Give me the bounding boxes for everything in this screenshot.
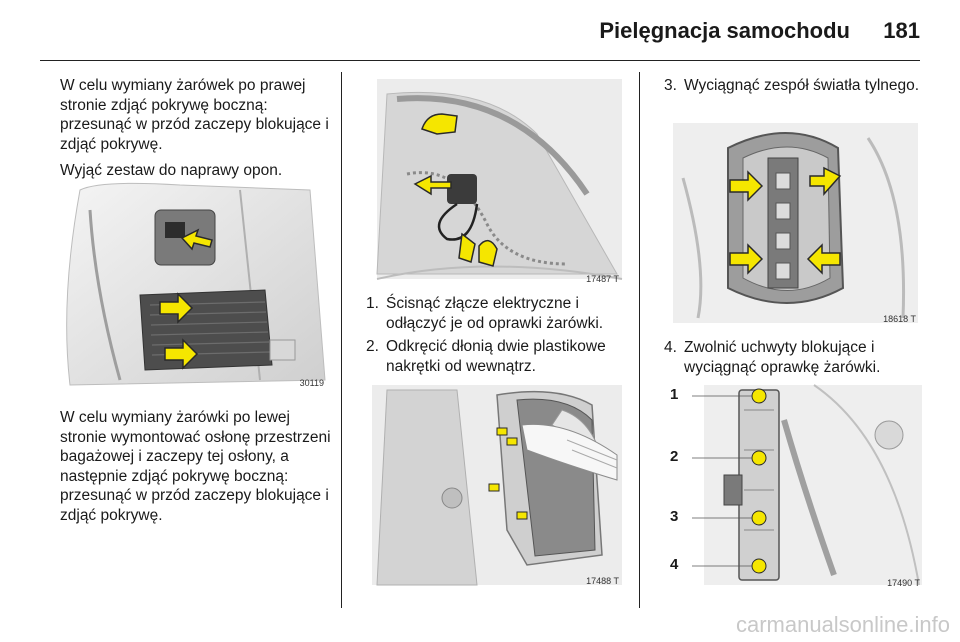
step-number: 4. — [664, 339, 677, 356]
steps-list — [664, 76, 929, 96]
figure-number: 17487 T — [586, 274, 619, 284]
page-number: 181 — [883, 18, 920, 43]
figure-number: 17490 T — [887, 578, 920, 588]
column-divider-1 — [341, 72, 342, 608]
figure-number: 30119 — [299, 378, 324, 388]
step-text: Ścisnąć złącze elektryczne i odłączyć je od oprawki żarówki. — [386, 295, 604, 332]
list-item — [366, 337, 628, 376]
figure-number: 17488 T — [586, 576, 619, 586]
step-number: 3. — [664, 77, 677, 94]
column-1-bottom — [60, 408, 332, 532]
bulb-holder-illustration — [664, 380, 926, 590]
callout-2: 2 — [670, 448, 679, 465]
steps-list — [366, 294, 628, 376]
figure-bulb-holder — [664, 380, 926, 590]
figure-connector — [367, 74, 625, 286]
nuts-illustration — [367, 380, 625, 588]
step-text: Zwolnić uchwyty blokujące i wyciągnąć oprawkę żarówki. — [684, 339, 881, 376]
figure-tail-light — [668, 118, 922, 326]
header-rule — [40, 60, 920, 61]
paragraph-left-side: W celu wymiany żarówki po lewej stronie wymontować osłonę przestrzeni bagażowej i zaczepy tej osłony, a następnie zdjąć pokrywę boczną: przesunąć w przód zaczepy blokujące i zdjąć pokrywę. — [60, 409, 331, 524]
callout-3: 3 — [670, 508, 679, 525]
figure-nuts — [367, 380, 625, 588]
column-2-steps — [366, 294, 628, 380]
watermark: carmanualsonline.info — [735, 612, 950, 637]
step-text: Wyciągnąć zespół światła tylnego. — [684, 77, 920, 94]
figure-number: 18618 T — [883, 314, 916, 324]
list-item — [366, 294, 628, 333]
list-item — [664, 338, 934, 377]
steps-list — [664, 338, 934, 377]
paragraph-right-side: W celu wymiany żarówek po prawej stronie zdjąć pokrywę boczną: przesunąć w przód zaczepy blokujące i zdjąć pokrywę. — [60, 77, 329, 153]
column-1-top — [60, 76, 330, 188]
list-item — [664, 76, 929, 96]
callout-1: 1 — [670, 386, 679, 403]
connector-illustration — [367, 74, 625, 286]
side-cover-illustration — [60, 180, 330, 390]
callout-4: 4 — [670, 556, 679, 573]
paragraph-repair-kit: Wyjąć zestaw do naprawy opon. — [60, 162, 283, 179]
step-number: 2. — [366, 338, 379, 355]
step-text: Odkręcić dłonią dwie plastikowe nakrętki od wewnątrz. — [386, 338, 606, 375]
column-3-step4 — [664, 338, 934, 381]
column-3-step3 — [664, 76, 929, 100]
column-divider-2 — [639, 72, 640, 608]
page-title: Pielęgnacja samochodu — [599, 18, 850, 43]
tail-light-illustration — [668, 118, 922, 326]
step-number: 1. — [366, 295, 379, 312]
figure-side-cover — [60, 180, 330, 390]
page-header — [0, 0, 960, 62]
